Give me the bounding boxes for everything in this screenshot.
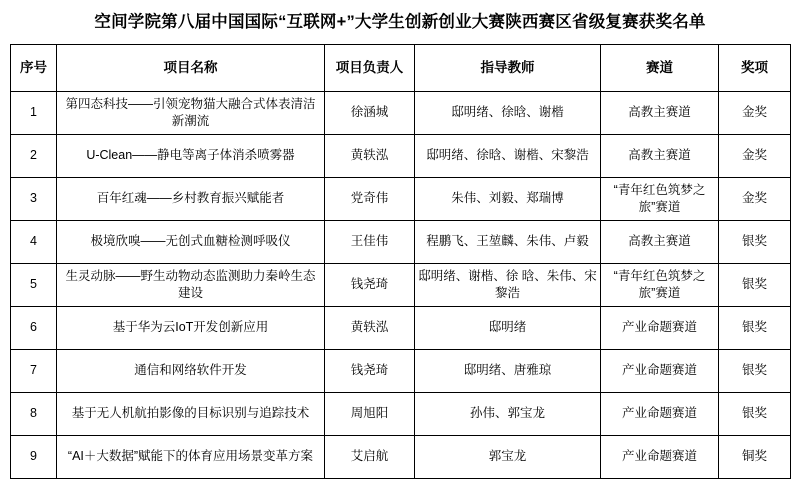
table-header [11,44,791,91]
cell-teacher: 邸明绪 [415,306,601,349]
cell-project: 基于华为云IoT开发创新应用 [57,306,325,349]
table-header-row [11,44,791,91]
table-row [11,177,791,220]
column-header-index: 序号 [11,44,57,91]
cell-award: 金奖 [719,134,791,177]
cell-teacher: 郭宝龙 [415,435,601,478]
cell-track: 高教主赛道 [601,220,719,263]
cell-award: 金奖 [719,177,791,220]
cell-project: 百年红魂——乡村教育振兴赋能者 [57,177,325,220]
cell-index: 1 [11,91,57,134]
cell-index: 4 [11,220,57,263]
cell-index: 2 [11,134,57,177]
cell-teacher: 程鹏飞、王堃麟、朱伟、卢毅 [415,220,601,263]
cell-index: 5 [11,263,57,306]
column-header-project: 项目名称 [57,44,325,91]
table-row [11,306,791,349]
table-body [11,91,791,478]
table-row [11,134,791,177]
column-header-award: 奖项 [719,44,791,91]
cell-award: 银奖 [719,349,791,392]
cell-track: 高教主赛道 [601,134,719,177]
cell-leader: 王佳伟 [325,220,415,263]
cell-track: 产业命题赛道 [601,435,719,478]
cell-track: “青年红色筑梦之旅”赛道 [601,177,719,220]
table-row [11,263,791,306]
cell-index: 3 [11,177,57,220]
cell-leader: 周旭阳 [325,392,415,435]
cell-leader: 钱尧琦 [325,263,415,306]
cell-leader: 徐涵城 [325,91,415,134]
cell-leader: 黄轶泓 [325,306,415,349]
cell-leader: 党奇伟 [325,177,415,220]
cell-teacher: 邸明绪、唐雅琼 [415,349,601,392]
column-header-teacher: 指导教师 [415,44,601,91]
cell-award: 银奖 [719,392,791,435]
column-header-leader: 项目负责人 [325,44,415,91]
table-row [11,91,791,134]
cell-track: “青年红色筑梦之旅”赛道 [601,263,719,306]
table-row [11,220,791,263]
cell-project: 极境欣嗅——无创式血糖检测呼吸仪 [57,220,325,263]
cell-project: 基于无人机航拍影像的目标识别与追踪技术 [57,392,325,435]
cell-award: 银奖 [719,263,791,306]
cell-index: 9 [11,435,57,478]
cell-award: 银奖 [719,306,791,349]
cell-project: “AI＋大数据”赋能下的体育应用场景变革方案 [57,435,325,478]
cell-teacher: 朱伟、刘毅、郑瑞博 [415,177,601,220]
cell-teacher: 孙伟、郭宝龙 [415,392,601,435]
table-row [11,435,791,478]
cell-teacher: 邸明绪、徐晗、谢楷 [415,91,601,134]
table-row [11,392,791,435]
cell-track: 产业命题赛道 [601,392,719,435]
cell-project: 通信和网络软件开发 [57,349,325,392]
cell-index: 6 [11,306,57,349]
cell-award: 银奖 [719,220,791,263]
cell-leader: 艾启航 [325,435,415,478]
cell-track: 产业命题赛道 [601,349,719,392]
page-title: 空间学院第八届中国国际“互联网+”大学生创新创业大赛陕西赛区省级复赛获奖名单 [94,13,706,31]
table-row [11,349,791,392]
cell-leader: 钱尧琦 [325,349,415,392]
cell-award: 铜奖 [719,435,791,478]
award-list-table [10,44,791,479]
cell-project: 生灵动脉——野生动物动态监测助力秦岭生态建设 [57,263,325,306]
cell-project: 第四态科技——引领宠物猫大融合式体表清洁新潮流 [57,91,325,134]
cell-award: 金奖 [719,91,791,134]
cell-teacher: 邸明绪、徐晗、谢楷、宋黎浩 [415,134,601,177]
cell-track: 高教主赛道 [601,91,719,134]
cell-index: 7 [11,349,57,392]
cell-index: 8 [11,392,57,435]
cell-leader: 黄轶泓 [325,134,415,177]
cell-track: 产业命题赛道 [601,306,719,349]
column-header-track: 赛道 [601,44,719,91]
cell-project: U-Clean——静电等离子体消杀喷雾器 [57,134,325,177]
cell-teacher: 邸明绪、谢楷、徐 晗、朱伟、宋黎浩 [415,263,601,306]
